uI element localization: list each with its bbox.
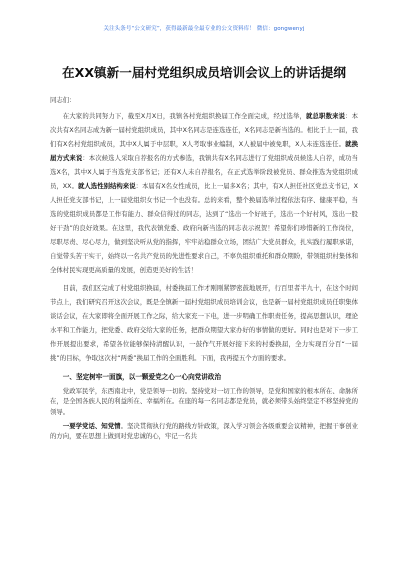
bold-lead-phrase: 就总职数来说 <box>306 111 346 120</box>
salutation: 同志们： <box>50 96 76 104</box>
paragraph-text: ：本届有X名女性成员，比上一届多X名；其中，有X人担任社区党总支书记，X人担任党支部书记，上一届党组织女书记一个也没有。总的来看，整个换届选举过程依法有序、健康平稳，当选的党组织成员都是工作有能力、群众信得过的同志，达到了“选出一个好班子，选出一个好村风，选出一股好干劲”的良好效果。在这里，我代表镇党委、政府向新当选的同志表示祝贺！希望你们珍惜新的工作岗位，尽职尽责、尽心尽力，做到坚决听从党的指挥，牢牢站稳群众立场，团结广大党员群众，扎实践行履职承诺，自觉带头苦干实干，始终以一名共产党员的先进性要求自己，不辜负组织重托和群众期盼，带领组织村集体和全体村民实现更高质量的发展，创造更美好的生活！ <box>50 181 359 274</box>
paragraph-text: 目前，我们区完成了村党组织换届，村委换届工作才刚刚紧锣密鼓地展开，行百里者半九十，在这个时间节点上，我们研究召开这次会议，既是全镇新一届村党组织成员培训会议，也是新一届村党组织成员任职集体谈话会议，在大家即将全面开展工作之际，给大家充一下电，进一步明确工作职责任务，提高思想认识，理论水平和工作能力，把党委、政府交给大家的任务，把群众期望大家办好的事情做的更好。同时也是对下一步工作开展提出要求，希望各位能够保持清醒认识，一鼓作气开展好接下来的村委换届，全力实现百分百“一届挑”的目标，争取这次村“两委”换届工作的全面胜利。下面，我再提五个方面的要求。 <box>50 283 358 362</box>
body-paragraph <box>50 281 358 365</box>
bold-lead-phrase: 就换届方式来说 <box>50 139 359 162</box>
body-paragraph <box>50 109 358 277</box>
document-title: 在XX镇新一届村党组织成员培训会议上的讲话提纲 <box>62 65 346 80</box>
intro-paragraphs <box>50 109 358 365</box>
section-paragraphs <box>50 386 358 442</box>
paragraph-text: ：本次候选人采取自荐报名的方式参选，我镇共有X名同志进行了党组织成员候选人自荐，成功当选X名，其中X人属于当选党支部书记；还有X人未自荐报名，在正式选举阶段被党员、群众推选为党组织成员，XX。 <box>50 153 358 190</box>
paragraph-text: ：本次共有X名同志成为新一届村党组织成员，其中X名同志是连选连任，X名同志是新当选的。相比于上一届，我们有X名村党组织成员，其中X人属于中层职，X人考取事业编制，X人被届中被免职，X人未连选连任。 <box>50 111 358 148</box>
bold-lead-phrase: 就人选性别结构来说 <box>77 181 136 190</box>
body-paragraph <box>50 421 358 442</box>
promo-banner: 关注头条号“公文研究”，获得最新最全最专业的公文资料库！ 微信：gongwenyj <box>103 26 305 32</box>
document-body <box>50 95 358 445</box>
paragraph-text: 在大家的共同努力下，截至X月X日，我镇各村党组织换届工作全面完成，经过选举， <box>62 111 307 120</box>
body-paragraph <box>50 386 358 418</box>
section-heading: 一、坚定树牢一面旗，以一颗爱党之心一心向党讲政治 <box>62 372 222 381</box>
paragraph-text: 党政军民学，东西南北中，党是领导一切的。坚持党对一切工作的领导，是党和国家的根本所在、命脉所在，是全国各族人民的利益所在、幸福所在。在座的每一名同志都是党员，就必须带头始终坚定不移坚持党的领导。 <box>50 386 358 416</box>
bold-lead-phrase: 一要学党话、知党情 <box>62 421 121 430</box>
paragraph-text: 。坚决贯彻执行党的路线方针政策，深入学习领会各级重要会议精神，把握干事创业的方向，要在思想上做到对党忠诚的心，牢记一名共 <box>50 421 359 441</box>
